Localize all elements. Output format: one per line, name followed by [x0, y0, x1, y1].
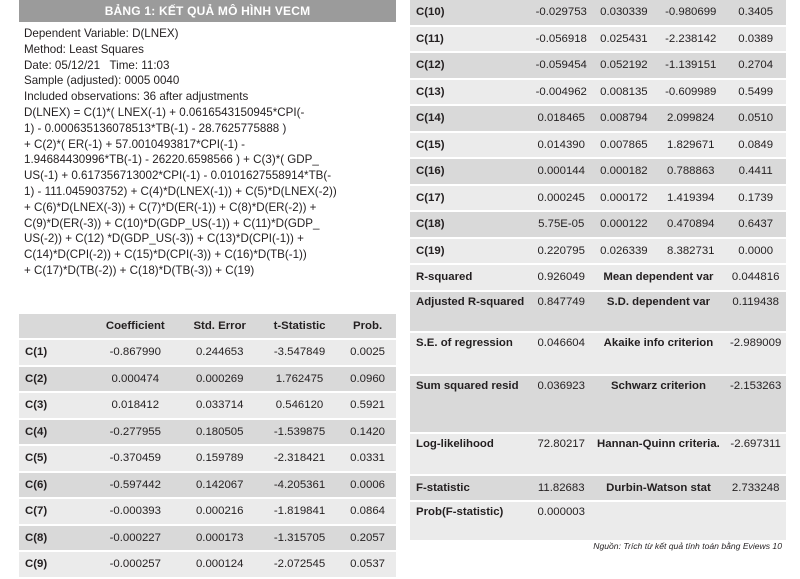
- info-line: US(-1) + 0.617356713002*CPI(-1) - 0.0101627558914*TB(-: [24, 169, 332, 183]
- row-label: C(8): [19, 526, 91, 553]
- row-label: C(7): [19, 499, 91, 526]
- left-panel: [19, 0, 396, 571]
- table-row: [19, 473, 396, 500]
- durbin-watson-value: 2.733248: [725, 476, 786, 503]
- stats-row: [410, 476, 786, 503]
- table-row: [410, 53, 786, 80]
- std-error-cell: 0.007865: [592, 133, 657, 160]
- row-label: C(18): [410, 212, 531, 239]
- std-error-cell: 0.052192: [592, 53, 657, 80]
- loglik-value: 72.80217: [531, 434, 592, 476]
- prob-cell: 0.1420: [339, 420, 396, 447]
- t-statistic-cell: -3.547849: [260, 340, 339, 367]
- std-error-cell: 0.000269: [180, 367, 260, 394]
- mean-dep-label: Mean dependent var: [592, 265, 726, 292]
- t-statistic-cell: 1.762475: [260, 367, 339, 394]
- info-line: C(9)*D(ER(-3)) + C(10)*D(GDP_US(-1)) + C(11)*D(GDP_: [24, 216, 320, 230]
- std-error-cell: 0.000124: [180, 552, 260, 579]
- statistics-section: [410, 265, 786, 542]
- t-statistic-cell: -1.139151: [656, 53, 725, 80]
- std-error-cell: 0.000173: [180, 526, 260, 553]
- table-row: [19, 367, 396, 394]
- header-coefficient: Coefficient: [91, 314, 180, 340]
- table-row: [410, 212, 786, 239]
- coefficient-cell: -0.597442: [91, 473, 180, 500]
- std-error-cell: 0.025431: [592, 27, 657, 54]
- row-label: C(2): [19, 367, 91, 394]
- row-label: C(10): [410, 0, 531, 27]
- prob-cell: 0.0331: [339, 446, 396, 473]
- table-row: [410, 239, 786, 266]
- prob-cell: 0.2057: [339, 526, 396, 553]
- info-line: Included observations: 36 after adjustments: [24, 90, 249, 104]
- prob-cell: 0.0025: [339, 340, 396, 367]
- table-row: [19, 393, 396, 420]
- std-error-cell: 0.000216: [180, 499, 260, 526]
- std-error-cell: 0.142067: [180, 473, 260, 500]
- header-prob: Prob.: [339, 314, 396, 340]
- stats-row: [410, 434, 786, 476]
- coefficient-cell: -0.000257: [91, 552, 180, 579]
- info-line: 1) - 0.000635136078513*TB(-1) - 28.7625775888 ): [24, 121, 287, 135]
- info-line: Sample (adjusted): 0005 0040: [24, 74, 180, 88]
- prob-cell: 0.4411: [725, 159, 786, 186]
- t-statistic-cell: -0.609989: [656, 80, 725, 107]
- coefficient-cell: 0.220795: [531, 239, 592, 266]
- std-error-cell: 0.008794: [592, 106, 657, 133]
- info-line: + C(6)*D(LNEX(-3)) + C(7)*D(ER(-1)) + C(8)*D(ER(-2)) +: [24, 200, 317, 214]
- coefficient-cell: -0.000227: [91, 526, 180, 553]
- coefficient-cell: -0.277955: [91, 420, 180, 447]
- stats-row: [410, 376, 786, 434]
- f-statistic-label: F-statistic: [410, 476, 531, 503]
- sd-dep-value: 0.119438: [725, 292, 786, 333]
- info-line: 1) - 111.045903752) + C(4)*D(LNEX(-1)) + C(5)*D(LNEX(-2)): [24, 184, 337, 198]
- schwarz-value: -2.153263: [725, 376, 786, 434]
- t-statistic-cell: 0.470894: [656, 212, 725, 239]
- prob-cell: 0.3405: [725, 0, 786, 27]
- table-row: [19, 526, 396, 553]
- prob-cell: 0.0006: [339, 473, 396, 500]
- prob-cell: 0.2704: [725, 53, 786, 80]
- row-label: C(17): [410, 186, 531, 213]
- prob-f-value: 0.000003: [531, 502, 592, 542]
- coefficient-cell: -0.029753: [531, 0, 592, 27]
- t-statistic-cell: 2.099824: [656, 106, 725, 133]
- std-error-cell: 0.180505: [180, 420, 260, 447]
- t-statistic-cell: 0.546120: [260, 393, 339, 420]
- info-line: Dependent Variable: D(LNEX): [24, 27, 179, 40]
- coefficient-table-left: [19, 314, 396, 579]
- std-error-cell: 0.008135: [592, 80, 657, 107]
- prob-cell: 0.0537: [339, 552, 396, 579]
- prob-cell: 0.0960: [339, 367, 396, 394]
- header-variable: [19, 314, 91, 340]
- mean-dep-value: 0.044816: [725, 265, 786, 292]
- t-statistic-cell: 8.382731: [656, 239, 725, 266]
- coefficient-cell: 0.000474: [91, 367, 180, 394]
- f-statistic-value: 11.82683: [531, 476, 592, 503]
- t-statistic-cell: -4.205361: [260, 473, 339, 500]
- table-row: [410, 80, 786, 107]
- coefficient-cell: -0.370459: [91, 446, 180, 473]
- info-line: + C(17)*D(TB(-2)) + C(18)*D(TB(-3)) + C(19): [24, 263, 255, 277]
- coefficient-cell: 0.000245: [531, 186, 592, 213]
- source-note: Nguồn: Trích từ kết quả tính toán bằng Eviews 10: [593, 541, 782, 551]
- row-label: C(5): [19, 446, 91, 473]
- info-line: C(14)*D(CPI(-2)) + C(15)*D(CPI(-3)) + C(16)*D(TB(-1)): [24, 248, 307, 262]
- coefficient-cell: -0.059454: [531, 53, 592, 80]
- table-row: [410, 133, 786, 160]
- header-t-statistic: t-Statistic: [260, 314, 339, 340]
- coefficient-cell: -0.004962: [531, 80, 592, 107]
- table-row: [410, 0, 786, 27]
- info-line: US(-2)) + C(12) *D(GDP_US(-3)) + C(13)*D(CPI(-1)) +: [24, 232, 304, 246]
- table-title: BẢNG 1: KẾT QUẢ MÔ HÌNH VECM: [19, 0, 396, 22]
- coefficient-cell: -0.056918: [531, 27, 592, 54]
- regression-info: [19, 22, 396, 279]
- prob-cell: 0.1739: [725, 186, 786, 213]
- row-label: C(13): [410, 80, 531, 107]
- stats-row: [410, 502, 786, 542]
- hannan-quinn-value: -2.697311: [725, 434, 786, 476]
- coefficient-cell: 0.014390: [531, 133, 592, 160]
- t-statistic-cell: 1.419394: [656, 186, 725, 213]
- stats-row: [410, 292, 786, 333]
- r-squared-value: 0.926049: [531, 265, 592, 292]
- prob-cell: 0.0864: [339, 499, 396, 526]
- t-statistic-cell: -1.315705: [260, 526, 339, 553]
- schwarz-label: Schwarz criterion: [592, 376, 726, 434]
- header-std-error: Std. Error: [180, 314, 260, 340]
- prob-cell: 0.6437: [725, 212, 786, 239]
- table-row: [410, 186, 786, 213]
- prob-cell: 0.5499: [725, 80, 786, 107]
- prob-cell: 0.0510: [725, 106, 786, 133]
- coefficient-cell: -0.000393: [91, 499, 180, 526]
- adj-r-squared-label: Adjusted R-squared: [410, 292, 531, 333]
- row-label: C(15): [410, 133, 531, 160]
- prob-cell: 0.0000: [725, 239, 786, 266]
- std-error-cell: 0.159789: [180, 446, 260, 473]
- stats-row: [410, 333, 786, 376]
- coefficient-cell: 0.018465: [531, 106, 592, 133]
- se-regression-label: S.E. of regression: [410, 333, 531, 376]
- t-statistic-cell: 0.788863: [656, 159, 725, 186]
- table-row: [19, 340, 396, 367]
- std-error-cell: 0.030339: [592, 0, 657, 27]
- row-label: C(11): [410, 27, 531, 54]
- row-label: C(19): [410, 239, 531, 266]
- coefficient-cell: 0.000144: [531, 159, 592, 186]
- table-header-row: [19, 314, 396, 340]
- coefficient-cell: -0.867990: [91, 340, 180, 367]
- ssr-label: Sum squared resid: [410, 376, 531, 434]
- t-statistic-cell: -1.539875: [260, 420, 339, 447]
- empty-cell: [725, 502, 786, 542]
- table-row: [19, 552, 396, 579]
- table-row: [19, 446, 396, 473]
- adj-r-squared-value: 0.847749: [531, 292, 592, 333]
- info-line: 1.94684430996*TB(-1) - 26220.6598566 ) + C(3)*( GDP_: [24, 153, 319, 167]
- t-statistic-cell: -2.072545: [260, 552, 339, 579]
- std-error-cell: 0.244653: [180, 340, 260, 367]
- t-statistic-cell: -2.318421: [260, 446, 339, 473]
- table-row: [19, 499, 396, 526]
- t-statistic-cell: -2.238142: [656, 27, 725, 54]
- loglik-label: Log-likelihood: [410, 434, 531, 476]
- se-regression-value: 0.046604: [531, 333, 592, 376]
- std-error-cell: 0.000172: [592, 186, 657, 213]
- coefficient-table-right: [410, 0, 786, 542]
- prob-cell: 0.5921: [339, 393, 396, 420]
- t-statistic-cell: -1.819841: [260, 499, 339, 526]
- coefficient-cell: 5.75E-05: [531, 212, 592, 239]
- info-line: D(LNEX) = C(1)*( LNEX(-1) + 0.0616543150945*CPI(-: [24, 105, 305, 119]
- row-label: C(16): [410, 159, 531, 186]
- r-squared-label: R-squared: [410, 265, 531, 292]
- row-label: C(3): [19, 393, 91, 420]
- row-label: C(6): [19, 473, 91, 500]
- info-line: Method: Least Squares: [24, 42, 144, 56]
- t-statistic-cell: 1.829671: [656, 133, 725, 160]
- stats-row: [410, 265, 786, 292]
- akaike-value: -2.989009: [725, 333, 786, 376]
- std-error-cell: 0.000182: [592, 159, 657, 186]
- table-row: [410, 159, 786, 186]
- std-error-cell: 0.026339: [592, 239, 657, 266]
- t-statistic-cell: -0.980699: [656, 0, 725, 27]
- row-label: C(4): [19, 420, 91, 447]
- prob-f-label: Prob(F-statistic): [410, 502, 531, 542]
- sd-dep-label: S.D. dependent var: [592, 292, 726, 333]
- hannan-quinn-label: Hannan-Quinn criteria.: [592, 434, 726, 476]
- row-label: C(1): [19, 340, 91, 367]
- table-row: [19, 420, 396, 447]
- row-label: C(14): [410, 106, 531, 133]
- std-error-cell: 0.000122: [592, 212, 657, 239]
- right-panel: [410, 0, 786, 542]
- ssr-value: 0.036923: [531, 376, 592, 434]
- empty-cell: [592, 502, 726, 542]
- table-row: [410, 106, 786, 133]
- akaike-label: Akaike info criterion: [592, 333, 726, 376]
- durbin-watson-label: Durbin-Watson stat: [592, 476, 726, 503]
- table-row: [410, 27, 786, 54]
- row-label: C(9): [19, 552, 91, 579]
- std-error-cell: 0.033714: [180, 393, 260, 420]
- prob-cell: 0.0849: [725, 133, 786, 160]
- coefficient-cell: 0.018412: [91, 393, 180, 420]
- row-label: C(12): [410, 53, 531, 80]
- info-line: Date: 05/12/21 Time: 11:03: [24, 58, 170, 72]
- prob-cell: 0.0389: [725, 27, 786, 54]
- info-line: + C(2)*( ER(-1) + 57.0010493817*CPI(-1) -: [24, 137, 246, 151]
